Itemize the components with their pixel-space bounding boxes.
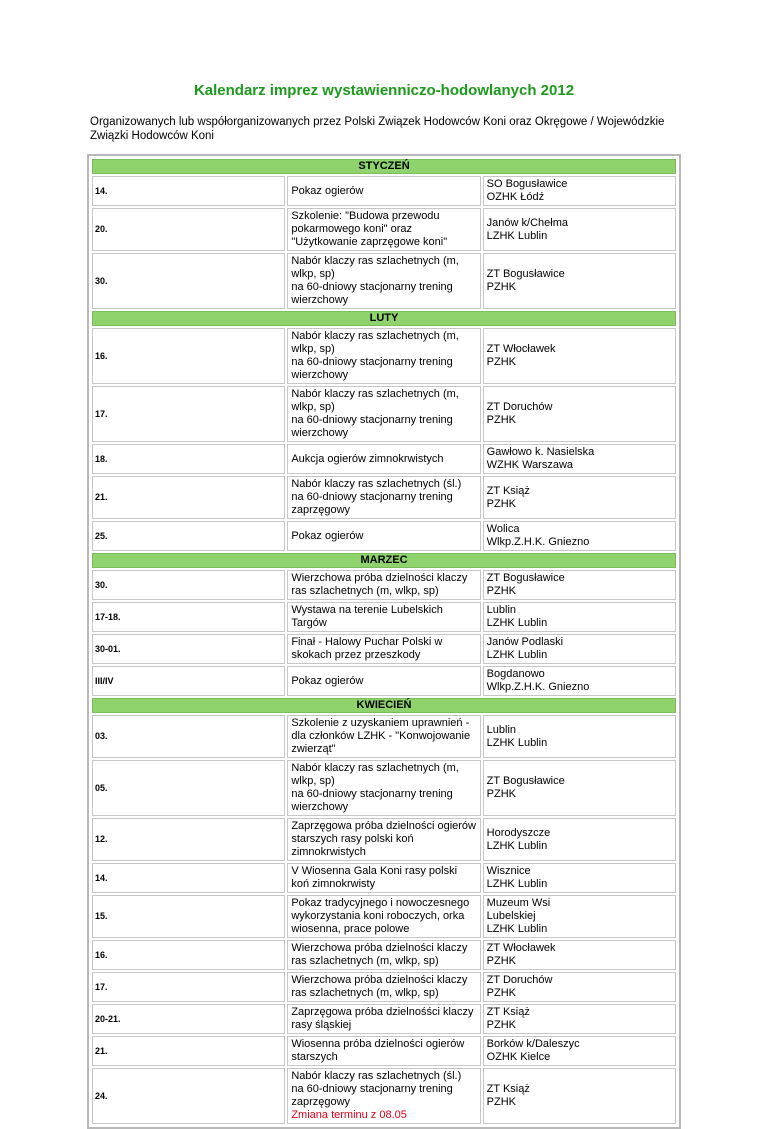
- event-location: [483, 476, 676, 519]
- event-date: 14.: [92, 863, 285, 893]
- event-location: [483, 386, 676, 442]
- location-line: LZHK Lublin: [486, 229, 548, 242]
- location-line: Lublin: [486, 604, 517, 616]
- event-text-line: Pokaz ogierów: [291, 674, 364, 687]
- event-description: [287, 1036, 480, 1066]
- page-subtitle: Organizowanych lub współorganizowanych przez Polski Związek Hodowców Koni oraz Okręgowe / Wojewódzkie Związki Hodowców Koni: [90, 116, 665, 142]
- event-location: [483, 208, 676, 251]
- location-line: Horodyszcze: [486, 826, 551, 839]
- event-date: III/IV: [92, 666, 285, 696]
- event-row: [92, 602, 676, 632]
- event-description: [287, 863, 480, 893]
- event-row: [92, 1068, 676, 1124]
- event-location: [483, 1036, 676, 1066]
- page-title: Kalendarz imprez wystawienniczo-hodowlanych 2012: [193, 82, 575, 99]
- event-location: [483, 1004, 676, 1034]
- event-date: 14.: [92, 176, 285, 206]
- event-row: [92, 444, 676, 474]
- event-location: [483, 328, 676, 384]
- event-date: 17.: [92, 386, 285, 442]
- location-line: Wolica: [486, 523, 520, 535]
- location-line: LZHK Lublin: [486, 878, 548, 890]
- location-line: ZT Bogusławice: [486, 775, 565, 787]
- location-line: PZHK: [486, 497, 516, 510]
- location-line: Wlkp.Z.H.K. Gniezno: [486, 681, 590, 693]
- event-text-line: Nabór klaczy ras szlachetnych (m, wlkp, sp): [291, 255, 459, 280]
- event-row: [92, 666, 676, 696]
- event-location: [483, 444, 676, 474]
- event-location: [483, 940, 676, 970]
- location-line: SO Bogusławice: [486, 178, 568, 190]
- location-line: PZHK: [486, 356, 516, 368]
- location-line: Janów Podlaski: [486, 636, 564, 648]
- event-text-line: Szkolenie z uzyskaniem uprawnień - dla członków LZHK - "Konwojowanie zwierząt": [291, 717, 471, 755]
- event-text-line: Zaprzęgowa próba dzielnośści klaczy rasy śląskiej: [291, 1006, 474, 1031]
- event-description: [287, 521, 480, 551]
- location-line: PZHK: [486, 1096, 516, 1108]
- event-text-line: na 60-dniowy stacjonarny trening wierzchowy: [291, 414, 453, 439]
- event-text-line: Nabór klaczy ras szlachetnych (śl.): [291, 1070, 462, 1082]
- event-date: 30.: [92, 253, 285, 309]
- event-row: [92, 253, 676, 309]
- month-header-row: [92, 698, 676, 713]
- event-text-line: na 60-dniowy stacjonarny trening zaprzęgowy: [291, 1083, 453, 1108]
- location-line: ZT Włocławek: [486, 343, 556, 355]
- calendar-body: [92, 159, 676, 1124]
- event-description: [287, 1004, 480, 1034]
- event-date: 20-21.: [92, 1004, 285, 1034]
- event-row: [92, 176, 676, 206]
- month-header-row: [92, 159, 676, 174]
- location-line: ZT Włocławek: [486, 942, 556, 954]
- event-text-line: Nabór klaczy ras szlachetnych (śl.): [291, 478, 462, 490]
- event-date: 16.: [92, 328, 285, 384]
- event-location: [483, 972, 676, 1002]
- event-row: [92, 863, 676, 893]
- location-line: LZHK Lublin: [486, 649, 548, 661]
- event-row: [92, 634, 676, 664]
- location-line: Gawłowo k. Nasielska: [486, 446, 595, 458]
- event-location: [483, 760, 676, 816]
- event-date: 15.: [92, 895, 285, 938]
- location-line: LZHK Lublin: [486, 617, 548, 629]
- event-text-line: Wystawa na terenie Lubelskich Targów: [291, 604, 443, 629]
- location-line: Wisznice: [486, 865, 531, 877]
- event-location: [483, 253, 676, 309]
- event-row: [92, 972, 676, 1002]
- event-date: 16.: [92, 940, 285, 970]
- event-description: [287, 895, 480, 938]
- location-line: ZT Doruchów: [486, 974, 553, 986]
- location-line: PZHK: [486, 281, 516, 293]
- event-date: 17.: [92, 972, 285, 1002]
- event-location: [483, 715, 676, 758]
- event-date: 30.: [92, 570, 285, 600]
- event-description: [287, 760, 480, 816]
- event-date: 17-18.: [92, 602, 285, 632]
- event-row: [92, 208, 676, 251]
- location-line: PZHK: [486, 788, 516, 800]
- event-text-line: Wierzchowa próba dzielności klaczy ras szlachetnych (m, wlkp, sp): [291, 942, 468, 967]
- event-row: [92, 940, 676, 970]
- location-line: ZT Książ: [486, 1006, 530, 1018]
- location-line: PZHK: [486, 585, 516, 597]
- event-row: [92, 760, 676, 816]
- event-location: [483, 521, 676, 551]
- location-line: ZT Książ: [486, 1083, 530, 1095]
- location-line: Wlkp.Z.H.K. Gniezno: [486, 536, 590, 548]
- event-description: [287, 715, 480, 758]
- event-date: 05.: [92, 760, 285, 816]
- location-line: ZT Bogusławice: [486, 268, 565, 280]
- location-line: ZT Doruchów: [486, 401, 553, 413]
- event-date: 18.: [92, 444, 285, 474]
- event-text-line: Nabór klaczy ras szlachetnych (m, wlkp, sp): [291, 388, 459, 413]
- event-location: [483, 176, 676, 206]
- event-location: [483, 666, 676, 696]
- event-note: Zmiana terminu z 08.05: [291, 1109, 407, 1121]
- event-description: [287, 634, 480, 664]
- event-text-line: Szkolenie: "Budowa przewodu pokarmowego koni" oraz "Użytkowanie zaprzęgowe koni": [291, 210, 448, 248]
- event-date: 03.: [92, 715, 285, 758]
- event-description: [287, 476, 480, 519]
- event-location: [483, 1068, 676, 1124]
- event-text-line: Wiosenna próba dzielności ogierów starszych: [291, 1038, 465, 1063]
- event-text-line: na 60-dniowy stacjonarny trening zaprzęgowy: [291, 491, 453, 516]
- event-description: [287, 940, 480, 970]
- event-row: [92, 386, 676, 442]
- event-description: [287, 328, 480, 384]
- event-description: [287, 602, 480, 632]
- month-name: MARZEC: [92, 553, 676, 568]
- month-name: LUTY: [92, 311, 676, 326]
- event-row: [92, 476, 676, 519]
- event-row: [92, 1036, 676, 1066]
- event-text-line: Aukcja ogierów zimnokrwistych: [291, 452, 444, 465]
- location-line: LZHK Lublin: [486, 923, 548, 935]
- event-date: 24.: [92, 1068, 285, 1124]
- event-row: [92, 521, 676, 551]
- event-description: [287, 176, 480, 206]
- event-text-line: V Wiosenna Gala Koni rasy polski koń zimnokrwisty: [291, 865, 458, 890]
- event-date: 25.: [92, 521, 285, 551]
- location-line: Lubelskiej: [486, 910, 536, 922]
- month-name: KWIECIEŃ: [92, 698, 676, 713]
- month-header-row: [92, 553, 676, 568]
- location-line: OZHK Łódź: [486, 191, 545, 203]
- location-line: ZT Książ: [486, 484, 530, 497]
- event-row: [92, 715, 676, 758]
- event-text-line: Zaprzęgowa próba dzielności ogierów starszych rasy polski koń zimnokrwistych: [291, 820, 476, 858]
- event-location: [483, 863, 676, 893]
- location-line: Borków k/Daleszyc: [486, 1038, 580, 1050]
- event-location: [483, 818, 676, 861]
- event-description: [287, 253, 480, 309]
- event-text-line: Nabór klaczy ras szlachetnych (m, wlkp, sp): [291, 762, 459, 787]
- location-line: WZHK Warszawa: [486, 459, 574, 471]
- event-text-line: Finał - Halowy Puchar Polski w skokach przez przeszkody: [291, 636, 443, 661]
- event-location: [483, 570, 676, 600]
- month-header-row: [92, 311, 676, 326]
- event-description: [287, 972, 480, 1002]
- event-text-line: na 60-dniowy stacjonarny trening wierzchowy: [291, 788, 453, 813]
- location-line: Bogdanowo: [486, 668, 545, 680]
- event-row: [92, 570, 676, 600]
- location-line: PZHK: [486, 1019, 516, 1031]
- event-text-line: Wierzchowa próba dzielności klaczy ras szlachetnych (m, wlkp, sp): [291, 974, 468, 999]
- event-text-line: na 60-dniowy stacjonarny trening wierzchowy: [291, 281, 453, 306]
- event-text-line: Pokaz ogierów: [291, 529, 364, 542]
- location-line: PZHK: [486, 987, 516, 999]
- month-name: STYCZEŃ: [92, 159, 676, 174]
- event-location: [483, 895, 676, 938]
- event-text-line: Nabór klaczy ras szlachetnych (m, wlkp, sp): [291, 330, 459, 355]
- event-description: [287, 666, 480, 696]
- event-description: [287, 444, 480, 474]
- location-line: PZHK: [486, 414, 516, 426]
- location-line: Muzeum Wsi: [486, 897, 551, 909]
- event-text-line: Wierzchowa próba dzielności klaczy ras szlachetnych (m, wlkp, sp): [291, 572, 468, 597]
- location-line: Lublin: [486, 723, 517, 736]
- event-text-line: Pokaz ogierów: [291, 184, 364, 197]
- location-line: OZHK Kielce: [486, 1051, 551, 1063]
- event-row: [92, 328, 676, 384]
- event-text-line: Pokaz tradycyjnego i nowoczesnego wykorzystania koni roboczych, orka wiosenna, prace polowe: [291, 897, 470, 935]
- event-date: 21.: [92, 476, 285, 519]
- location-line: ZT Bogusławice: [486, 572, 565, 584]
- event-description: [287, 1068, 480, 1124]
- event-description: [287, 570, 480, 600]
- event-row: [92, 895, 676, 938]
- location-line: LZHK Lublin: [486, 839, 548, 852]
- event-row: [92, 1004, 676, 1034]
- event-description: [287, 386, 480, 442]
- event-text-line: na 60-dniowy stacjonarny trening wierzchowy: [291, 356, 453, 381]
- event-date: 21.: [92, 1036, 285, 1066]
- event-date: 20.: [92, 208, 285, 251]
- event-location: [483, 602, 676, 632]
- event-row: [92, 818, 676, 861]
- event-description: [287, 208, 480, 251]
- event-location: [483, 634, 676, 664]
- event-description: [287, 818, 480, 861]
- event-date: 12.: [92, 818, 285, 861]
- location-line: LZHK Lublin: [486, 736, 548, 749]
- location-line: PZHK: [486, 955, 516, 967]
- events-calendar-table: [87, 154, 681, 1129]
- location-line: Janów k/Chełma: [486, 216, 568, 229]
- event-date: 30-01.: [92, 634, 285, 664]
